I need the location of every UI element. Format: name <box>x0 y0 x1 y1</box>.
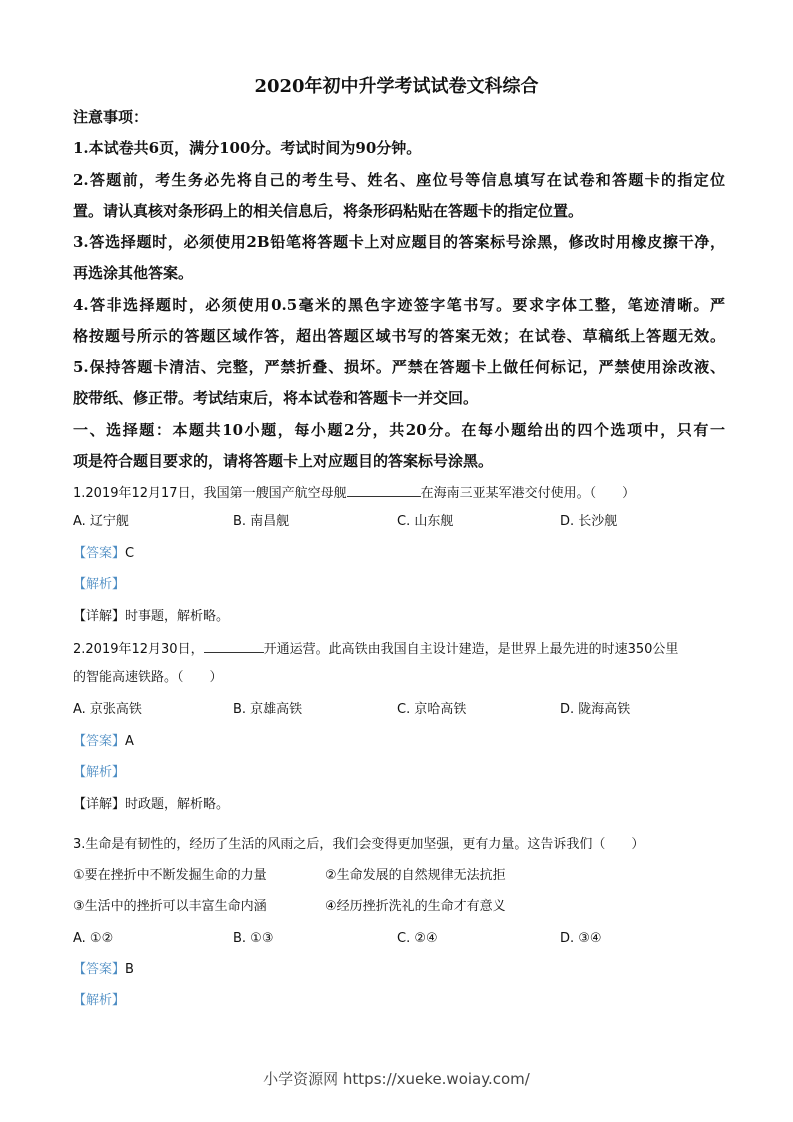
page-title: 2020年初中升学考试试卷文科综合 <box>254 76 539 97</box>
answer-value: A <box>125 734 134 749</box>
notice-heading: 注意事项： <box>73 108 149 126</box>
notice-line: 再选涂其他答案。 <box>73 264 194 282</box>
question-2-stem <box>73 638 678 660</box>
statement: ③生活中的挫折可以丰富生命内涵 <box>73 899 267 914</box>
answer-line <box>73 544 134 564</box>
analysis-tag: 【解析】 <box>73 993 126 1008</box>
notice-line: 1.本试卷共6页，满分100分。考试时间为90分钟。 <box>73 139 422 157</box>
option-d: D. ③④ <box>560 931 602 946</box>
option-c: C. 山东舰 <box>397 514 454 529</box>
stem-text: 开通运营。此高铁由我国自主设计建造，是世界上最先进的时速350公里 <box>263 642 679 657</box>
notice-line: 5.保持答题卡清洁、完整，严禁折叠、损坏。严禁在答题卡上做任何标记，严禁使用涂改液、 <box>73 358 725 376</box>
notice-line: 2.答题前，考生务必先将自己的考生号、姓名、座位号等信息填写在试卷和答题卡的指定位 <box>73 171 725 189</box>
fill-blank <box>204 638 264 653</box>
answer-tag: 【答案】 <box>73 546 126 561</box>
answer-tag: 【答案】 <box>73 962 126 977</box>
answer-tag: 【答案】 <box>73 734 126 749</box>
detail-line <box>73 795 229 815</box>
answer-line <box>73 732 134 752</box>
detail-tag: 【详解】 <box>73 609 126 624</box>
notice-line: 胶带纸、修正带。考试结束后，将本试卷和答题卡一并交回。 <box>73 389 479 407</box>
analysis-tag: 【解析】 <box>73 577 126 592</box>
detail-text: 时政题，解析略。 <box>125 797 230 812</box>
answer-value: C <box>125 546 135 561</box>
notice-line: 3.答选择题时，必须使用2B铅笔将答题卡上对应题目的答案标号涂黑，修改时用橡皮擦干净， <box>73 233 725 251</box>
option-a: A. 京张高铁 <box>73 702 142 717</box>
option-c: C. ②④ <box>397 931 438 946</box>
fill-blank <box>347 482 421 497</box>
section-heading: 一、选择题：本题共10小题，每小题2分，共20分。在每小题给出的四个选项中，只有一 <box>73 421 725 439</box>
detail-tag: 【详解】 <box>73 797 126 812</box>
option-a: A. ①② <box>73 931 114 946</box>
answer-line <box>73 960 134 980</box>
answer-value: B <box>125 962 134 977</box>
analysis-tag: 【解析】 <box>73 765 126 780</box>
question-1-stem <box>73 482 635 504</box>
option-b: B. 南昌舰 <box>233 514 290 529</box>
notice-line: 置。请认真核对条形码上的相关信息后，将条形码粘贴在答题卡的指定位置。 <box>73 202 584 220</box>
question-3-stem: 3.生命是有韧性的，经历了生活的风雨之后，我们会变得更加坚强，更有力量。这告诉我们（ ） <box>73 837 645 852</box>
option-d: D. 陇海高铁 <box>560 702 631 717</box>
option-a: A. 辽宁舰 <box>73 514 129 529</box>
detail-text: 时事题，解析略。 <box>125 609 230 624</box>
statement: ④经历挫折洗礼的生命才有意义 <box>325 899 506 914</box>
section-heading: 项是符合题目要求的，请将答题卡上对应题目的答案标号涂黑。 <box>73 452 494 470</box>
option-c: C. 京哈高铁 <box>397 702 467 717</box>
footer-watermark: 小学资源网 https://xueke.woiay.com/ <box>263 1070 530 1088</box>
question-2-stem-cont: 的智能高速铁路。（ ） <box>73 670 223 685</box>
notice-line: 格按题号所示的答题区域作答，超出答题区域书写的答案无效；在试卷、草稿纸上答题无效。 <box>73 327 725 345</box>
stem-text: 2.2019年12月30日， <box>73 642 204 657</box>
stem-text: 在海南三亚某军港交付使用。（ ） <box>420 486 636 501</box>
option-b: B. ①③ <box>233 931 274 946</box>
statement: ②生命发展的自然规律无法抗拒 <box>325 868 506 883</box>
stem-text: 1.2019年12月17日，我国第一艘国产航空母舰 <box>73 486 347 501</box>
statement: ①要在挫折中不断发掘生命的力量 <box>73 868 267 883</box>
option-d: D. 长沙舰 <box>560 514 618 529</box>
option-b: B. 京雄高铁 <box>233 702 303 717</box>
notice-line: 4.答非选择题时，必须使用0.5毫米的黑色字迹签字笔书写。要求字体工整，笔迹清晰。严 <box>73 296 725 314</box>
detail-line <box>73 607 229 627</box>
